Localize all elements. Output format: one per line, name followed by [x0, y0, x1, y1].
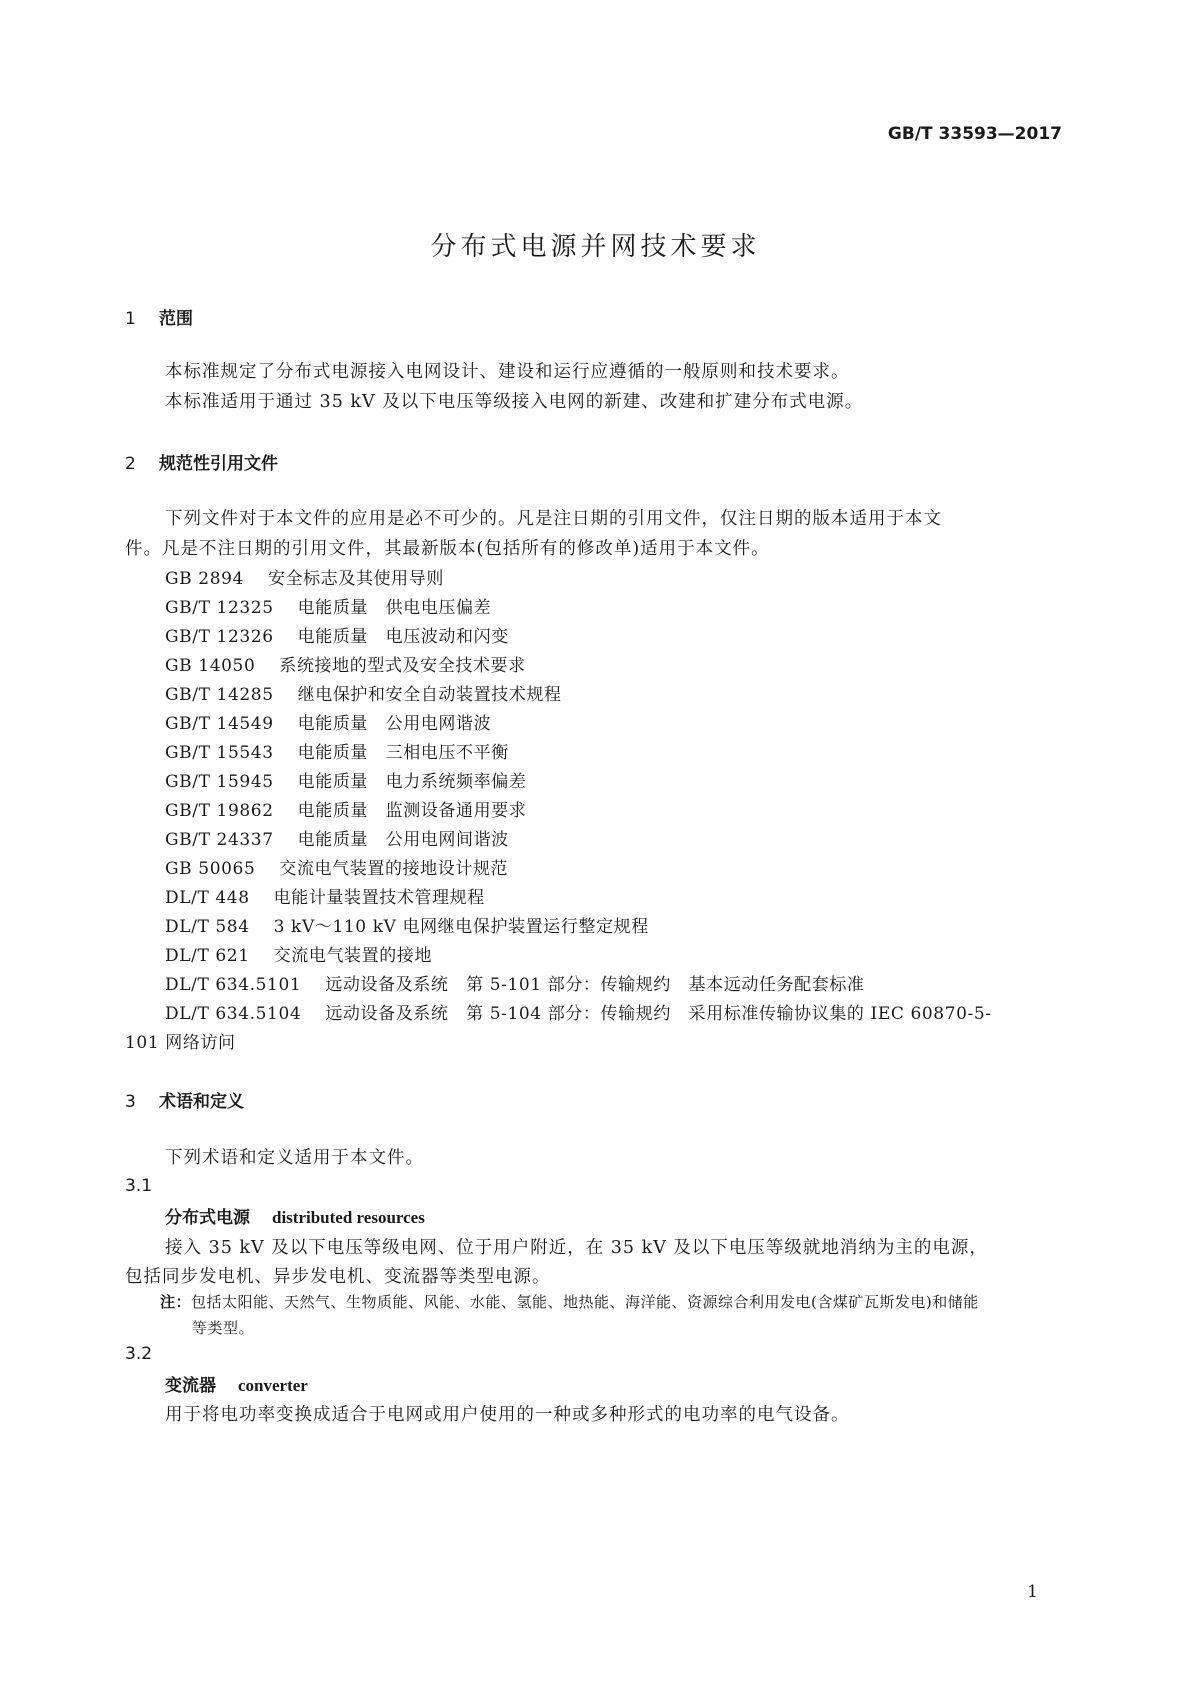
reference-code: GB/T 19862 — [165, 801, 274, 821]
reference-title: 电能质量 电力系统频率偏差 — [297, 772, 527, 792]
reference-code: GB 2894 — [165, 569, 244, 589]
reference-code: DL/T 621 — [165, 946, 250, 966]
reference-code: DL/T 634.5104 — [165, 1004, 302, 1024]
paragraph: 本标准规定了分布式电源接入电网设计、建设和运行应遵循的一般原则和技术要求。 — [165, 362, 850, 382]
paragraph: 本标准适用于通过 35 kV 及以下电压等级接入电网的新建、改建和扩建分布式电源。 — [165, 392, 864, 412]
reference-code: DL/T 584 — [165, 917, 250, 937]
reference-title: 电能质量 公用电网谐波 — [297, 714, 492, 734]
reference-item — [165, 680, 562, 705]
reference-title: 电能质量 监测设备通用要求 — [297, 801, 527, 821]
term-zh: 变流器 — [165, 1376, 216, 1396]
reference-item — [165, 999, 992, 1024]
reference-title: 电能质量 公用电网间谐波 — [297, 830, 509, 850]
reference-title: 远动设备及系统 第 5-104 部分：传输规约 采用标准传输协议集的 IEC 60870-5- — [325, 1004, 992, 1024]
reference-code: GB 14050 — [165, 656, 256, 676]
reference-title: 安全标志及其使用导则 — [267, 569, 444, 589]
reference-code: GB/T 12326 — [165, 627, 274, 647]
note-text: 包括太阳能、天然气、生物质能、风能、水能、氢能、地热能、海洋能、资源综合利用发电(含煤矿瓦斯发电)和储能 — [191, 1293, 979, 1311]
reference-title: 电能质量 电压波动和闪变 — [297, 627, 509, 647]
reference-code: GB 50065 — [165, 859, 256, 879]
page-number: 1 — [1027, 1582, 1038, 1602]
reference-code: GB/T 15945 — [165, 772, 274, 792]
reference-title: 电能质量 三相电压不平衡 — [297, 743, 509, 763]
reference-item — [165, 622, 509, 647]
reference-item — [165, 941, 432, 966]
note-label: 注： — [160, 1293, 192, 1311]
section-heading-1 — [125, 304, 193, 329]
reference-item — [165, 854, 508, 879]
section-number: 1 — [125, 309, 136, 329]
reference-item — [165, 825, 509, 850]
paragraph: 下列术语和定义适用于本文件。 — [165, 1148, 424, 1168]
reference-code: GB/T 12325 — [165, 598, 274, 618]
term-entry — [165, 1203, 425, 1228]
reference-item — [165, 651, 526, 676]
section-heading-3 — [125, 1087, 244, 1112]
section-number: 3 — [125, 1092, 136, 1112]
reference-item — [165, 593, 491, 618]
reference-item — [165, 796, 526, 821]
reference-code: DL/T 448 — [165, 888, 250, 908]
reference-item — [165, 883, 485, 908]
reference-title: 继电保护和安全自动装置技术规程 — [297, 685, 562, 705]
section-number: 2 — [125, 454, 136, 474]
reference-continuation: 101 网络访问 — [125, 1033, 236, 1053]
reference-code: GB/T 24337 — [165, 830, 274, 850]
reference-code: DL/T 634.5101 — [165, 975, 302, 995]
reference-item — [165, 564, 444, 589]
term-definition: 包括同步发电机、异步发电机、变流器等类型电源。 — [125, 1267, 551, 1287]
term-number: 3.1 — [125, 1176, 153, 1196]
paragraph: 件。凡是不注日期的引用文件，其最新版本(包括所有的修改单)适用于本文件。 — [125, 539, 770, 559]
term-en: converter — [238, 1376, 308, 1395]
reference-item — [165, 709, 491, 734]
reference-title: 3 kV～110 kV 电网继电保护装置运行整定规程 — [273, 917, 649, 937]
section-title: 范围 — [159, 309, 193, 329]
reference-code: GB/T 15543 — [165, 743, 274, 763]
note — [160, 1291, 979, 1312]
term-en: distributed resources — [272, 1208, 425, 1227]
term-zh: 分布式电源 — [165, 1208, 250, 1228]
reference-item — [165, 912, 649, 937]
reference-item — [165, 970, 865, 995]
term-definition: 接入 35 kV 及以下电压等级电网、位于用户附近，在 35 kV 及以下电压等级就地消纳为主的电源， — [165, 1238, 988, 1258]
section-heading-2 — [125, 449, 278, 474]
reference-code: GB/T 14549 — [165, 714, 274, 734]
term-entry — [165, 1371, 308, 1396]
reference-title: 电能计量装置技术管理规程 — [273, 888, 485, 908]
reference-title: 交流电气装置的接地 — [273, 946, 433, 966]
document-title: 分布式电源并网技术要求 — [430, 232, 761, 262]
note-continuation: 等类型。 — [192, 1319, 255, 1337]
reference-title: 交流电气装置的接地设计规范 — [279, 859, 509, 879]
standard-number: GB/T 33593—2017 — [887, 124, 1062, 144]
reference-title: 系统接地的型式及安全技术要求 — [279, 656, 526, 676]
term-definition: 用于将电功率变换成适合于电网或用户使用的一种或多种形式的电功率的电气设备。 — [165, 1405, 850, 1425]
paragraph: 下列文件对于本文件的应用是必不可少的。凡是注日期的引用文件，仅注日期的版本适用于本文 — [165, 509, 942, 529]
section-title: 术语和定义 — [159, 1092, 244, 1112]
reference-item — [165, 767, 526, 792]
reference-item — [165, 738, 509, 763]
reference-title: 电能质量 供电电压偏差 — [297, 598, 492, 618]
term-number: 3.2 — [125, 1344, 153, 1364]
reference-title: 远动设备及系统 第 5-101 部分：传输规约 基本远动任务配套标准 — [325, 975, 865, 995]
reference-code: GB/T 14285 — [165, 685, 274, 705]
section-title: 规范性引用文件 — [159, 454, 278, 474]
